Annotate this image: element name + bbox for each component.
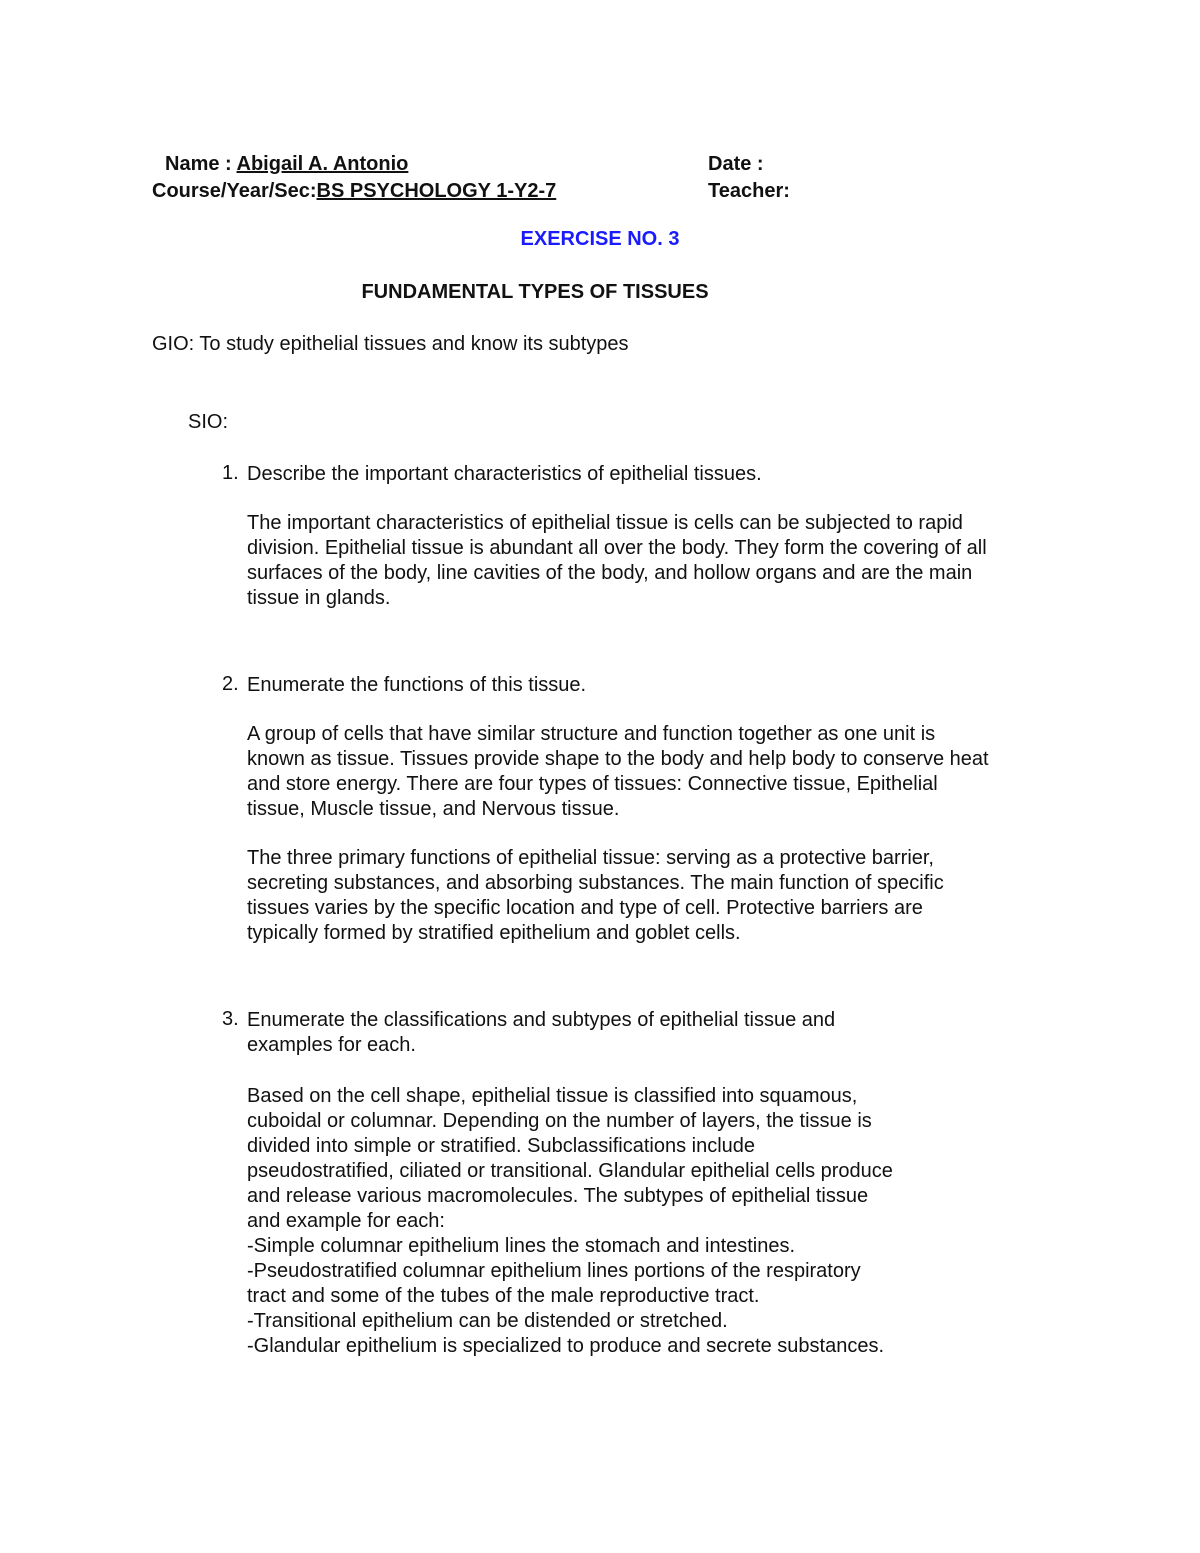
- question-2-answer-1: A group of cells that have similar structure and function together as one unit is known as tissue. Tissues provide shape to the body and help body to conserve heat and store energy. There are four types of tissues: Connective tissue, Epithelial tissue, Muscle tissue, and Nervous tissue.: [247, 723, 989, 820]
- question-2-text: Enumerate the functions of this tissue.: [247, 674, 587, 696]
- sio-label: SIO:: [188, 411, 229, 433]
- question-3-number: 3.: [222, 1008, 239, 1030]
- gio-text: GIO: To study epithelial tissues and know its subtypes: [152, 333, 629, 355]
- question-3-answer: Based on the cell shape, epithelial tissue is classified into squamous, cuboidal or columnar. Depending on the number of layers, the tissue is divided into simple or stratified. Subclassifications include pseudostratified, ciliated or transitional. Glandular epithelial cells produce and release various macromolecules. The subtypes of epithelial tissue and example for each: -Simple columnar epithelium lines the stomach and intestines. -Pseudostratified columnar epithelium lines portions of the respiratory tract and some of the tubes of the male reproductive tract. -Transitional epithelium can be distended or stretched. -Glandular epithelium is specialized to produce and secrete substances.: [247, 1085, 893, 1357]
- question-2-answer-2: The three primary functions of epithelial tissue: serving as a protective barrier, secreting substances, and absorbing substances. The main function of specific tissues varies by the specific location and type of cell. Protective barriers are typically formed by stratified epithelium and goblet cells.: [247, 847, 944, 944]
- teacher-label: Teacher:: [708, 180, 790, 202]
- question-3-text: Enumerate the classifications and subtypes of epithelial tissue and examples for each.: [247, 1009, 836, 1056]
- exercise-subtitle: FUNDAMENTAL TYPES OF TISSUES: [361, 281, 709, 303]
- date-field: [708, 153, 910, 176]
- teacher-field: [708, 180, 911, 203]
- exercise-title: EXERCISE NO. 3: [520, 228, 680, 250]
- question-2-number: 2.: [222, 673, 239, 695]
- name-value: Abigail A. Antonio: [236, 153, 409, 175]
- date-label: Date :: [708, 153, 764, 175]
- course-field: [152, 180, 696, 203]
- course-value: BS PSYCHOLOGY 1-Y2-7: [316, 180, 557, 202]
- name-field: [165, 153, 686, 176]
- name-label: Name :: [165, 153, 237, 175]
- course-label: Course/Year/Sec:: [152, 180, 317, 202]
- question-1-text: Describe the important characteristics of epithelial tissues.: [247, 463, 762, 485]
- question-1-answer: The important characteristics of epithelial tissue is cells can be subjected to rapid division. Epithelial tissue is abundant all over the body. They form the covering of all surfaces of the body, line cavities of the body, and hollow organs and are the main tissue in glands.: [247, 512, 987, 609]
- question-1-number: 1.: [222, 462, 239, 484]
